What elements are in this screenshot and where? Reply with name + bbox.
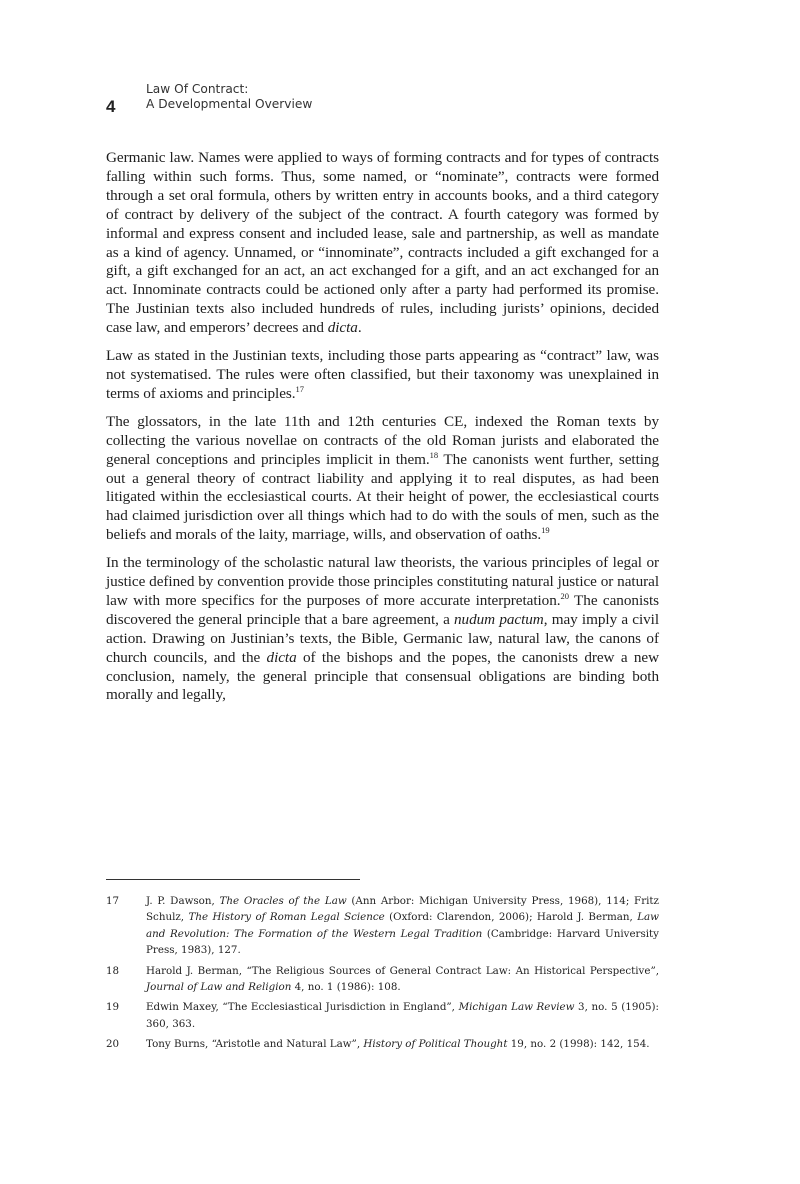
citation-text: J. P. Dawson, bbox=[146, 895, 220, 907]
footnote-ref-19[interactable]: 19 bbox=[541, 525, 550, 536]
citation-text: (Oxford: Clarendon, 2006); Harold J. Berman, bbox=[384, 911, 638, 924]
footnote-19 bbox=[106, 999, 659, 1032]
footnote-ref-17[interactable]: 17 bbox=[295, 383, 304, 394]
paragraph-text: The canonists discovered the general principle that a bare agreement, a bbox=[106, 591, 659, 628]
citation-text: 4, no. 1 (1986): 108. bbox=[291, 981, 401, 994]
footnote-text bbox=[146, 963, 659, 996]
citation-text: Tony Burns, “Aristotle and Natural Law”, bbox=[146, 1038, 364, 1051]
paragraph-text: of the bishops and the popes, the canonists drew a new conclusion, namely, the general principle that consensual obligations are binding both morally and legally, bbox=[106, 648, 659, 704]
italic-term: dicta bbox=[327, 319, 358, 337]
paragraph-text: The glossators, in the late 11th and 12th centuries CE, indexed the Roman texts by collecting the various novellae on contracts of the old Roman jurists and elaborated the general conceptions and principles implicit in them. bbox=[106, 412, 659, 468]
paragraph-3 bbox=[106, 413, 659, 545]
paragraph-text: . bbox=[357, 319, 362, 337]
citation-title: Law and Revolution: The Formation of the Western Legal Tradition bbox=[146, 911, 659, 940]
paragraph-text: In the terminology of the scholastic natural law theorists, the various principles of legal or justice defined by convention provide those principles constituting natural justice or natural law with more specifics for the purposes of more accurate interpretation. bbox=[106, 554, 659, 609]
footnote-divider bbox=[106, 879, 360, 880]
footnote-ref-20[interactable]: 20 bbox=[560, 590, 569, 601]
running-title bbox=[146, 82, 312, 112]
paragraph-text: The canonists went further, setting out a general theory of contract liability and applying it to real disputes, as had been litigated within the ecclesiastical courts. At their height of power, the ecclesiastical courts had claimed jurisdiction over all things which had to do with the souls of men, such as the beliefs and morals of the laity, marriage, wills, and observation of oaths. bbox=[106, 450, 659, 544]
citation-text: 3, no. 5 (1905): 360, 363. bbox=[146, 1001, 659, 1030]
footnote-number: 19 bbox=[106, 1001, 120, 1014]
footnote-18 bbox=[106, 963, 659, 996]
footnote-text bbox=[146, 893, 659, 959]
page-number: 4 bbox=[106, 97, 116, 116]
footnote-text bbox=[146, 1036, 659, 1052]
footnote-number: 20 bbox=[106, 1038, 120, 1051]
footnote-20 bbox=[106, 1036, 659, 1052]
citation-title: The History of Roman Legal Science bbox=[188, 911, 385, 924]
footnotes bbox=[106, 893, 659, 1057]
italic-term: dicta bbox=[266, 648, 297, 666]
body-text bbox=[106, 149, 659, 714]
citation-text: Harold J. Berman, “The Religious Sources of General Contract Law: An Historical Perspective”, bbox=[146, 964, 659, 977]
paragraph-text: , may imply a civil action. Drawing on Justinian’s texts, the Bible, Germanic law, natural law, the canons of church councils, and the bbox=[106, 610, 659, 666]
citation-text: 19, no. 2 (1998): 142, 154. bbox=[507, 1038, 650, 1051]
paragraph-1 bbox=[106, 149, 659, 338]
paragraph-2 bbox=[106, 347, 659, 404]
footnote-text bbox=[146, 999, 659, 1032]
citation-title: Journal of Law and Religion bbox=[146, 981, 292, 994]
running-title-line-2: A Developmental Overview bbox=[146, 97, 313, 111]
citation-text: Edwin Maxey, “The Ecclesiastical Jurisdiction in England”, bbox=[146, 1001, 459, 1014]
paragraph-text: Law as stated in the Justinian texts, including those parts appearing as “contract” law, was not systematised. The rules were often classified, but their taxonomy was unexplained in terms of axioms and principles. bbox=[106, 347, 659, 402]
citation-text: (Ann Arbor: Michigan University Press, 1968), 114; Fritz Schulz, bbox=[146, 895, 659, 924]
footnote-17 bbox=[106, 893, 659, 959]
running-title-line-1: Law Of Contract: bbox=[146, 82, 249, 96]
citation-title: History of Political Thought bbox=[363, 1038, 508, 1051]
italic-term: nudum pactum bbox=[454, 610, 544, 628]
footnote-number: 17 bbox=[106, 895, 120, 907]
footnote-number: 18 bbox=[106, 964, 120, 977]
citation-title: Michigan Law Review bbox=[458, 1001, 575, 1014]
paragraph-4 bbox=[106, 554, 659, 705]
citation-text: (Cambridge: Harvard University Press, 1983), 127. bbox=[146, 927, 659, 957]
citation-title: The Oracles of the Law bbox=[219, 895, 347, 907]
footnote-ref-18[interactable]: 18 bbox=[429, 449, 439, 460]
paragraph-text: Germanic law. Names were applied to ways of forming contracts and for types of contracts falling within such forms. Thus, some named, or “nominate”, contracts were formed through a set oral formula, others by written entry in accounts books, and a third category of contract by delivery of the subject of the contract. A fourth category was formed by informal and express consent and included lease, sale and partnership, as well as mandate as a kind of agency. Unnamed, or “innominate”, contracts included a gift exchanged for a gift, a gift exchanged for an act, an act exchanged for a gift, and an act exchanged for an act. Innominate contracts could be actioned only after a party had performed its promise. The Justinian texts also included hundreds of rules, including jurists’ opinions, decided case law, and emperors’ decrees and bbox=[106, 149, 659, 337]
